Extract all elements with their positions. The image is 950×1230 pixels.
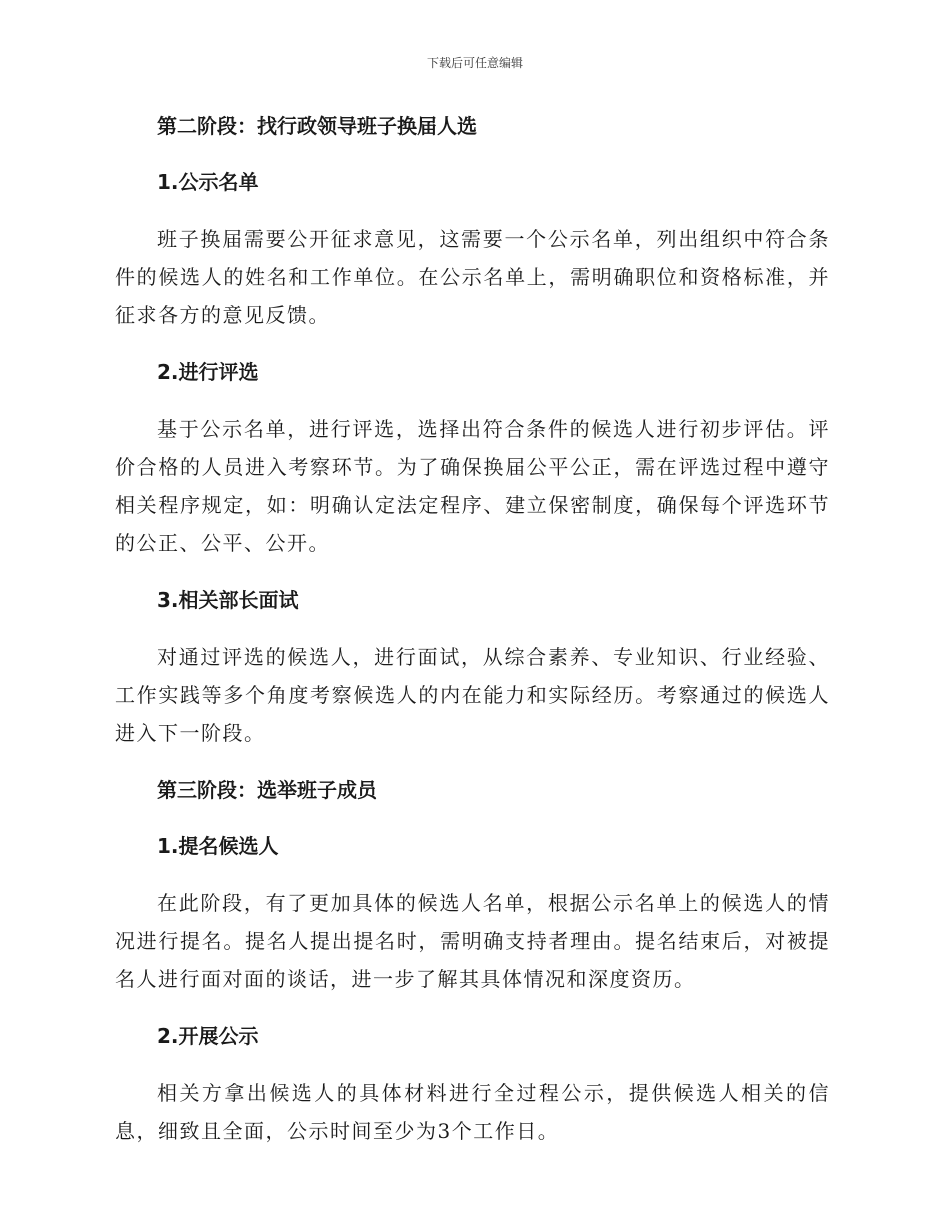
- section-heading: 2.开展公示: [157, 1024, 259, 1048]
- section-paragraph: 相关方拿出候选人的具体材料进行全过程公示，提供候选人相关的信息，细致且全面，公示时间至少为3个工作日。: [115, 1081, 830, 1143]
- section-heading: 2.进行评选: [157, 360, 259, 384]
- header-note: 下载后可任意编辑: [426, 56, 523, 70]
- section-heading: 1.公示名单: [157, 170, 259, 194]
- section-paragraph: 对通过评选的候选人，进行面试，从综合素养、专业知识、行业经验、工作实践等多个角度考察候选人的内在能力和实际经历。考察通过的候选人进入下一阶段。: [115, 645, 830, 745]
- section-paragraph: 基于公示名单，进行评选，选择出符合条件的候选人进行初步评估。评价合格的人员进入考察环节。为了确保换届公平公正，需在评选过程中遵守相关程序规定，如：明确认定法定程序、建立保密制度，确保每个评选环节的公正、公平、公开。: [115, 417, 830, 555]
- stage-heading: 第二阶段：找行政领导班子换届人选: [157, 114, 477, 138]
- section-paragraph: 在此阶段，有了更加具体的候选人名单，根据公示名单上的候选人的情况进行提名。提名人提出提名时，需明确支持者理由。提名结束后，对被提名人进行面对面的谈话，进一步了解其具体情况和深度资历。: [115, 891, 830, 991]
- section-heading: 3.相关部长面试: [157, 588, 299, 612]
- section-paragraph: 班子换届需要公开征求意见，这需要一个公示名单，列出组织中符合条件的候选人的姓名和工作单位。在公示名单上，需明确职位和资格标准，并征求各方的意见反馈。: [115, 227, 830, 327]
- stage-heading: 第三阶段：选举班子成员: [157, 778, 377, 802]
- section-heading: 1.提名候选人: [157, 834, 279, 858]
- document-body: [115, 108, 830, 1150]
